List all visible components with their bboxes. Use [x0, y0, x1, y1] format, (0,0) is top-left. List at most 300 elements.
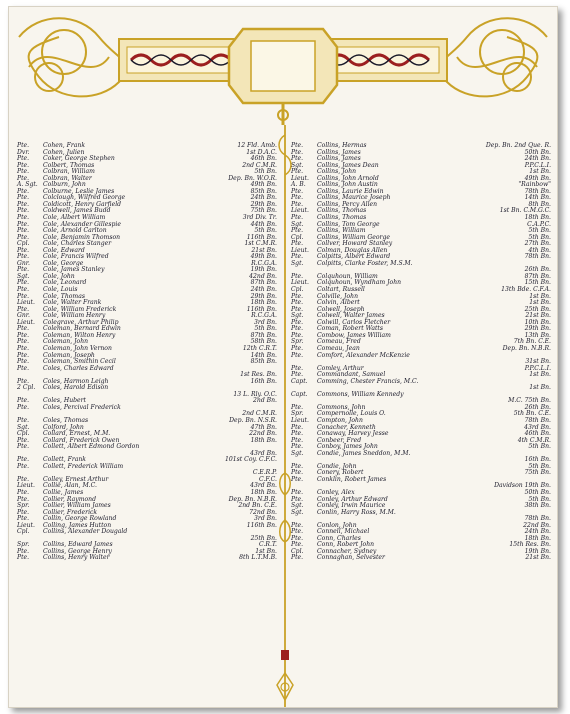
entry-unit: 2nd C.M.R. — [242, 410, 277, 418]
entry-rank: Pte. — [291, 495, 304, 503]
entry-rank: Pte. — [291, 155, 304, 163]
entry-unit: Dep. Bn. N.B.R. — [502, 344, 551, 352]
entry-name: Cole, Thomas — [43, 292, 85, 300]
entry-name: Coles, Charles Edward — [43, 364, 114, 372]
entry-name: Coleman, Smithin Cecil — [43, 358, 116, 366]
entry-rank: Pte. — [17, 246, 30, 254]
entry-name: Collins, James — [317, 155, 361, 163]
entry-rank: Lieut. — [291, 416, 309, 424]
entry-name: Colburne, Leslie James — [43, 187, 115, 195]
entry-unit: 43rd Bn. — [250, 482, 277, 490]
roll-entry — [17, 555, 279, 562]
entry-rank: Pte. — [17, 547, 30, 555]
entry-rank: Cpl. — [17, 430, 30, 438]
entry-unit: 5th Bn. — [528, 233, 551, 241]
entry-name: Colpitts, Clarke Foster, M.S.M. — [317, 259, 413, 267]
entry-name: Colbert, Thomas — [43, 161, 95, 169]
entry-unit: 14th Bn. — [250, 351, 277, 359]
entry-unit: 42nd Bn. — [249, 272, 277, 280]
entry-unit: 15th Res. Bn. — [509, 541, 551, 549]
entry-name: Conlon, John — [317, 521, 357, 529]
entry-unit: 5th Bn. — [528, 443, 551, 451]
entry-unit: 29th Bn. — [250, 292, 277, 300]
entry-name: Colquhoun, William — [317, 272, 378, 280]
entry-unit: 31st Bn. — [525, 358, 551, 366]
entry-rank: 2 Cpl. — [17, 384, 36, 392]
entry-unit: Dep. Bn. N.S.R. — [229, 416, 277, 424]
entry-unit: 78th Bn. — [524, 253, 551, 261]
entry-name: Coles, Thomas — [43, 416, 89, 424]
entry-name: Commons, John — [317, 403, 366, 411]
entry-unit: 5th Bn. — [254, 168, 277, 176]
entry-rank: Pte. — [291, 194, 304, 202]
entry-name: Commandant, Samuel — [317, 371, 386, 379]
entry-rank: Pte. — [17, 200, 30, 208]
entry-name: Cohen, Julien — [43, 148, 85, 156]
entry-name: Cole, Charles Stanger — [43, 240, 112, 248]
entry-unit: 116th Bn. — [246, 233, 277, 241]
entry-name: Collard, Frederick Owen — [43, 436, 120, 444]
central-frame — [229, 29, 337, 125]
entry-name: Collett, Frank — [43, 456, 86, 464]
entry-unit: 29th Bn. — [524, 325, 551, 333]
entry-name: Collett, Albert Edmond Gordon — [43, 443, 140, 451]
entry-name: Collver, Howard Stanley — [317, 240, 393, 248]
entry-rank: Pte. — [17, 351, 30, 359]
entry-unit: 2nd Bn. C.E. — [238, 502, 277, 510]
entry-name: Collier, William James — [43, 502, 111, 510]
entry-unit: 1st Res. Bn. — [240, 371, 277, 379]
entry-unit: 25th Bn. — [524, 305, 551, 313]
entry-rank: Pte. — [291, 227, 304, 235]
entry-rank: Pte. — [291, 364, 304, 372]
entry-unit: 24th Bn. — [524, 528, 551, 536]
entry-name: Colbran, Walter — [43, 174, 92, 182]
entry-unit: 12 Fld. Amb. — [237, 142, 277, 149]
entry-name: Connell, Michael — [317, 528, 370, 536]
entry-unit: 1st Bn. — [529, 168, 551, 176]
entry-rank: Capt. — [291, 390, 308, 398]
entry-rank: Pte. — [291, 521, 304, 529]
entry-unit: 3rd Bn. — [254, 515, 277, 523]
entry-unit: 13th Bde. C.F.A. — [501, 286, 551, 294]
entry-name: Conley, Alex — [317, 488, 355, 496]
entry-rank: Pte. — [291, 148, 304, 156]
entry-rank: Sgt. — [291, 449, 304, 457]
entry-name: Condie, James Sneddon, M.M. — [317, 449, 411, 457]
entry-name: Coleman, Joseph — [43, 351, 95, 359]
entry-unit: 78th Bn. — [524, 515, 551, 523]
entry-name: Coleman, Bernard Edwin — [43, 325, 121, 333]
entry-unit: 3rd Bn. — [254, 318, 277, 326]
entry-name: Commons, William Kennedy — [317, 390, 404, 398]
entry-name: Combow, James William — [317, 331, 391, 339]
entry-name: Colwell, Joseph — [317, 305, 365, 313]
entry-rank: Pte. — [291, 528, 304, 536]
entry-name: Collie, James — [43, 488, 84, 496]
entry-rank: Sgt. — [17, 272, 30, 280]
entry-name: Collins, James — [317, 148, 361, 156]
entry-unit: 5th Bn. — [528, 227, 551, 235]
entry-name: Cole, Louis — [43, 286, 78, 294]
entry-name: Colley, Ernest Arthur — [43, 475, 109, 483]
entry-name: Cole, Arnold Carlton — [43, 227, 107, 235]
entry-name: Collins, Alexander Dougald — [43, 528, 128, 536]
entry-rank: Pte. — [17, 358, 30, 366]
entry-unit: 25th Bn. — [250, 534, 277, 542]
entry-name: Conn, Robert John — [317, 541, 375, 549]
entry-unit: 78th Bn. — [524, 187, 551, 195]
entry-unit: 116th Bn. — [246, 521, 277, 529]
entry-unit: 4th Bn. — [528, 246, 551, 254]
entry-rank: Cpl. — [17, 528, 30, 536]
entry-name: Colpitts, Albert Edward — [317, 253, 391, 261]
entry-unit: 19th Bn. — [250, 266, 277, 274]
entry-name: Colvin, Albert — [317, 299, 360, 307]
entry-name: Comley, Arthur — [317, 364, 364, 372]
celtic-knot-left — [19, 18, 127, 96]
entry-name: Colquhoun, Wyndham John — [317, 279, 402, 287]
entry-unit: 43rd Bn. — [250, 449, 277, 457]
entry-name: Collins, William George — [317, 233, 390, 241]
entry-rank: Pte. — [17, 462, 30, 470]
right-name-column — [291, 143, 553, 562]
entry-name: Collins, James Dean — [317, 161, 379, 169]
entry-rank: Pte. — [291, 272, 304, 280]
entry-unit: 47th Bn. — [250, 423, 277, 431]
entry-name: Colwell, Walter James — [317, 312, 385, 320]
entry-unit: 46th Bn. — [250, 155, 277, 163]
entry-unit: R.C.G.A. — [251, 259, 277, 267]
entry-unit: 1st Bn. — [529, 299, 551, 307]
entry-name: Colman, Douglas Allen — [317, 246, 388, 254]
entry-unit: 27th Bn. — [524, 240, 551, 248]
entry-rank: Pte. — [17, 488, 30, 496]
entry-unit: 18th Bn. — [250, 299, 277, 307]
entry-unit: 1st Bn. — [255, 547, 277, 555]
entry-rank: Pte. — [17, 436, 30, 444]
entry-rank: Pte. — [17, 456, 30, 464]
entry-name: Cole, Walter Frank — [43, 299, 102, 307]
entry-name: Coldwell, James Budd — [43, 207, 111, 215]
entry-rank: Pte. — [17, 554, 30, 562]
left-name-column — [17, 143, 279, 562]
entry-rank: A. B. — [291, 181, 306, 189]
entry-rank: Pte. — [17, 338, 30, 346]
entry-name: Connacher, Sydney — [317, 547, 377, 555]
entry-name: Collier, Raymond — [43, 495, 96, 503]
entry-rank: Cpl. — [291, 286, 304, 294]
entry-rank: Pte. — [17, 331, 30, 339]
entry-rank: Pte. — [291, 475, 304, 483]
entry-unit: 21st Bn. — [251, 246, 277, 254]
entry-unit: 4th C.M.R. — [517, 436, 551, 444]
entry-name: Collett, Frederick William — [43, 462, 124, 470]
entry-unit: 16th Bn. — [250, 377, 277, 385]
entry-unit: 49th Bn. — [524, 174, 551, 182]
entry-name: Comming, Chester Francis, M.C. — [317, 377, 419, 385]
entry-rank: Pte. — [291, 351, 304, 359]
entry-name: Coleman, John Vernon — [43, 344, 112, 352]
entry-unit: 46th Bn. — [524, 430, 551, 438]
entry-name: Comfort, Alexander McKenzie — [317, 351, 410, 359]
entry-rank: Gnr. — [17, 312, 30, 320]
entry-name: Cole, Benjamin Thomson — [43, 233, 121, 241]
entry-unit: 19th Bn. — [524, 547, 551, 555]
entry-name: Colwill, Carlos Fletcher — [317, 318, 391, 326]
entry-unit: 18th Bn. — [524, 214, 551, 222]
entry-name: Cole, William Frederick — [43, 305, 117, 313]
entry-unit: 116th Bn. — [246, 305, 277, 313]
entry-name: Colclough, Wilfred George — [43, 194, 126, 202]
entry-name: Collins, William — [317, 227, 366, 235]
entry-rank: Sgt. — [291, 259, 304, 267]
entry-rank: Sgt. — [291, 161, 304, 169]
entry-unit: 16th Bn. — [524, 456, 551, 464]
entry-name: Colford, John — [43, 423, 84, 431]
entry-unit: 8th Bn. — [528, 200, 551, 208]
entry-unit: Davidson 19th Bn. — [494, 482, 551, 490]
entry-name: Coman, Robert Watts — [317, 325, 383, 333]
entry-rank: Pte. — [17, 292, 30, 300]
entry-unit: 24th Bn. — [524, 155, 551, 163]
entry-unit: 8th L.T.M.B. — [239, 554, 277, 562]
entry-rank: Pte. — [17, 168, 30, 176]
entry-rank: Pte. — [17, 253, 30, 261]
entry-unit: 38th Bn. — [524, 502, 551, 510]
ornamental-header-banner — [9, 7, 557, 127]
entry-name: Compernolle, Louis O. — [317, 410, 386, 418]
entry-rank: Pte. — [291, 292, 304, 300]
entry-unit: 22nd Bn. — [523, 521, 551, 529]
entry-unit: R.C.G.A. — [251, 312, 277, 320]
entry-rank: Pte. — [17, 214, 30, 222]
entry-rank: Spr. — [17, 502, 30, 510]
entry-rank: Pte. — [17, 515, 30, 523]
entry-rank: Lieut. — [17, 299, 35, 307]
entry-rank: Pte. — [291, 423, 304, 431]
entry-unit: Dep. Bn. 2nd Que. R. — [485, 142, 551, 149]
entry-unit: 22nd Bn. — [249, 430, 277, 438]
entry-name: Collins, Percy Allen — [317, 200, 378, 208]
entry-name: Coles, Hubert — [43, 397, 86, 405]
entry-rank: A. Sgt. — [17, 181, 38, 189]
entry-name: Coles, Harmon Leigh — [43, 377, 109, 385]
entry-unit: 13 L. Rly. O.C. — [233, 390, 277, 398]
entry-unit: Dep. Bn. N.B.R. — [228, 495, 277, 503]
entry-rank: Spr. — [291, 410, 304, 418]
entry-name: Cole, Albert William — [43, 214, 106, 222]
entry-unit: 3rd Div. Tr. — [242, 214, 277, 222]
entry-rank: Pte. — [17, 266, 30, 274]
entry-unit: 18th Bn. — [250, 436, 277, 444]
entry-name: Colville, John — [317, 292, 359, 300]
entry-name: Cole, Francis Wilfred — [43, 253, 109, 261]
entry-rank: Lieut. — [291, 246, 309, 254]
entry-unit: "Rainbow" — [518, 181, 551, 189]
entry-name: Collins, Henry Walter — [43, 554, 110, 562]
entry-unit: 49th Bn. — [250, 253, 277, 261]
entry-name: Colegrave, Arthur Philip — [43, 318, 119, 326]
entry-unit: 44th Bn. — [250, 220, 277, 228]
entry-unit: 7th Bn. C.E. — [513, 338, 551, 346]
entry-unit: 26th Bn. — [524, 266, 551, 274]
entry-rank: Pte. — [291, 299, 304, 307]
entry-name: Coldicott, Henry Garfield — [43, 200, 122, 208]
entry-name: Coles, Percival Frederick — [43, 403, 121, 411]
entry-rank: Dvr. — [17, 148, 30, 156]
entry-rank: Lieut. — [291, 207, 309, 215]
entry-unit: 18th Bn. — [524, 534, 551, 542]
entry-unit: 5th Bn. — [254, 227, 277, 235]
entry-rank: Pte. — [291, 187, 304, 195]
entry-rank: Cpl. — [291, 547, 304, 555]
entry-unit: P.P.C.L.I. — [524, 364, 551, 372]
entry-unit: 43rd Bn. — [524, 423, 551, 431]
entry-rank: Pte. — [17, 305, 30, 313]
entry-rank: Sgt. — [291, 220, 304, 228]
entry-rank: Pte. — [291, 253, 304, 261]
entry-unit: 75th Bn. — [250, 207, 277, 215]
entry-name: Condie, John — [317, 462, 357, 470]
entry-unit: 87th Bn. — [524, 272, 551, 280]
entry-name: Coltart, Russell — [317, 286, 365, 294]
entry-unit: 10th Bn. — [524, 318, 551, 326]
entry-unit: 21st Bn. — [525, 312, 551, 320]
entry-unit: 5th Bn. — [528, 462, 551, 470]
entry-unit: 15th Bn. — [524, 279, 551, 287]
entry-name: Collie, Alan, M.C. — [43, 482, 97, 490]
entry-unit: 58th Bn. — [250, 338, 277, 346]
entry-rank: Pte. — [17, 397, 30, 405]
entry-unit: 1st Bn. C.M.G.C. — [499, 207, 551, 215]
entry-rank: Pte. — [17, 286, 30, 294]
entry-rank: Spr. — [17, 541, 30, 549]
roll-entry — [291, 555, 553, 562]
entry-unit: 1st Bn. — [529, 292, 551, 300]
entry-name: Cole, Leonard — [43, 279, 87, 287]
entry-name: Comeau, Fred — [317, 338, 361, 346]
entry-rank: Pte. — [17, 325, 30, 333]
entry-name: Colburn, John — [43, 181, 86, 189]
entry-rank: Pte. — [291, 325, 304, 333]
entry-name: Collins, Thomas — [317, 214, 367, 222]
entry-rank: Pte. — [17, 495, 30, 503]
entry-unit: 5th Bn. C.E. — [513, 410, 551, 418]
entry-rank: Sgt. — [17, 423, 30, 431]
entry-name: Cole, William Henry — [43, 312, 106, 320]
entry-name: Comeau, Jean — [317, 344, 360, 352]
entry-name: Conley, Arthur Edward — [317, 495, 388, 503]
entry-name: Collins, Hermas — [317, 142, 367, 149]
entry-unit: 5th Bn. — [528, 495, 551, 503]
entry-name: Colling, James Hutton — [43, 521, 112, 529]
entry-rank: Pte. — [291, 488, 304, 496]
celtic-knot-right — [439, 18, 547, 96]
entry-rank: Pte. — [291, 240, 304, 248]
entry-rank: Pte. — [291, 534, 304, 542]
entry-name: Collins, George Henry — [43, 547, 112, 555]
entry-rank: Pte. — [17, 161, 30, 169]
entry-unit: 72nd Bn. — [249, 508, 277, 516]
entry-name: Cohen, Frank — [43, 142, 86, 149]
entry-rank: Pte. — [17, 187, 30, 195]
entry-unit: 2nd C.M.R. — [242, 161, 277, 169]
entry-rank: Pte. — [291, 430, 304, 438]
entry-unit: 78th Bn. — [524, 416, 551, 424]
entry-rank: Pte. — [291, 344, 304, 352]
entry-rank: Pte. — [17, 279, 30, 287]
entry-name: Collins, Laurie Edwin — [317, 187, 384, 195]
entry-unit: 85th Bn. — [250, 187, 277, 195]
entry-unit: 29th Bn. — [250, 200, 277, 208]
entry-name: Cole, Alexander Gillespie — [43, 220, 121, 228]
entry-unit: 24th Bn. — [250, 194, 277, 202]
entry-unit: 1st C.M.R. — [244, 240, 277, 248]
entry-name: Collins, John — [317, 168, 357, 176]
entry-rank: Pte. — [17, 220, 30, 228]
entry-unit: 5th Bn. — [254, 325, 277, 333]
entry-unit: 14th Bn. — [524, 194, 551, 202]
entry-unit: 1st D.A.C. — [246, 148, 277, 156]
entry-name: Collins, Tom George — [317, 220, 380, 228]
entry-rank: Sgt. — [291, 502, 304, 510]
entry-rank: Pte. — [291, 462, 304, 470]
entry-name: Collin, George Rowland — [43, 515, 117, 523]
entry-rank: Pte. — [291, 436, 304, 444]
entry-rank: Pte. — [17, 508, 30, 516]
entry-name: Conboy, James John — [317, 443, 378, 451]
entry-rank: Pte. — [17, 207, 30, 215]
entry-rank: Pte. — [17, 227, 30, 235]
entry-rank: Pte. — [17, 377, 30, 385]
entry-unit: 21st Bn. — [525, 554, 551, 562]
entry-unit: 26th Bn. — [524, 403, 551, 411]
entry-rank: Pte. — [291, 305, 304, 313]
entry-unit: C.A.P.C. — [527, 220, 551, 228]
entry-name: Cole, Edward — [43, 246, 85, 254]
entry-rank: Gnr. — [17, 259, 30, 267]
entry-rank: Cpl. — [291, 233, 304, 241]
entry-rank: Pte. — [17, 174, 30, 182]
entry-rank: Cpl. — [17, 240, 30, 248]
entry-rank: Pte. — [291, 554, 304, 562]
entry-rank: Lieut. — [17, 318, 35, 326]
entry-unit: 85th Bn. — [250, 358, 277, 366]
entry-rank: Pte. — [17, 142, 30, 149]
entry-rank: Pte. — [291, 214, 304, 222]
entry-unit: 1st Bn. — [529, 371, 551, 379]
entry-unit: 101st Coy. C.F.C. — [225, 456, 277, 464]
entry-unit: 49th Bn. — [250, 181, 277, 189]
entry-name: Conley, Irwin Maurice — [317, 502, 386, 510]
entry-name: Conbeer, Fred — [317, 436, 362, 444]
entry-unit: 1st Bn. — [529, 384, 551, 392]
entry-rank: Pte. — [291, 142, 304, 149]
entry-rank: Pte. — [291, 331, 304, 339]
entry-name: Collard, Ernest, M.M. — [43, 430, 111, 438]
entry-name: Conlin, Harry Ross, M.M. — [317, 508, 396, 516]
entry-rank: Sgt. — [291, 508, 304, 516]
entry-rank: Pte. — [291, 371, 304, 379]
entry-unit: C.R.T. — [258, 541, 277, 549]
entry-name: Collins, Maurice Joseph — [317, 194, 391, 202]
memorial-page — [8, 6, 558, 708]
entry-name: Collins, John Arnold — [317, 174, 379, 182]
entry-rank: Pte. — [17, 194, 30, 202]
entry-rank: Pte. — [291, 168, 304, 176]
entry-name: Cole, James Stanley — [43, 266, 105, 274]
